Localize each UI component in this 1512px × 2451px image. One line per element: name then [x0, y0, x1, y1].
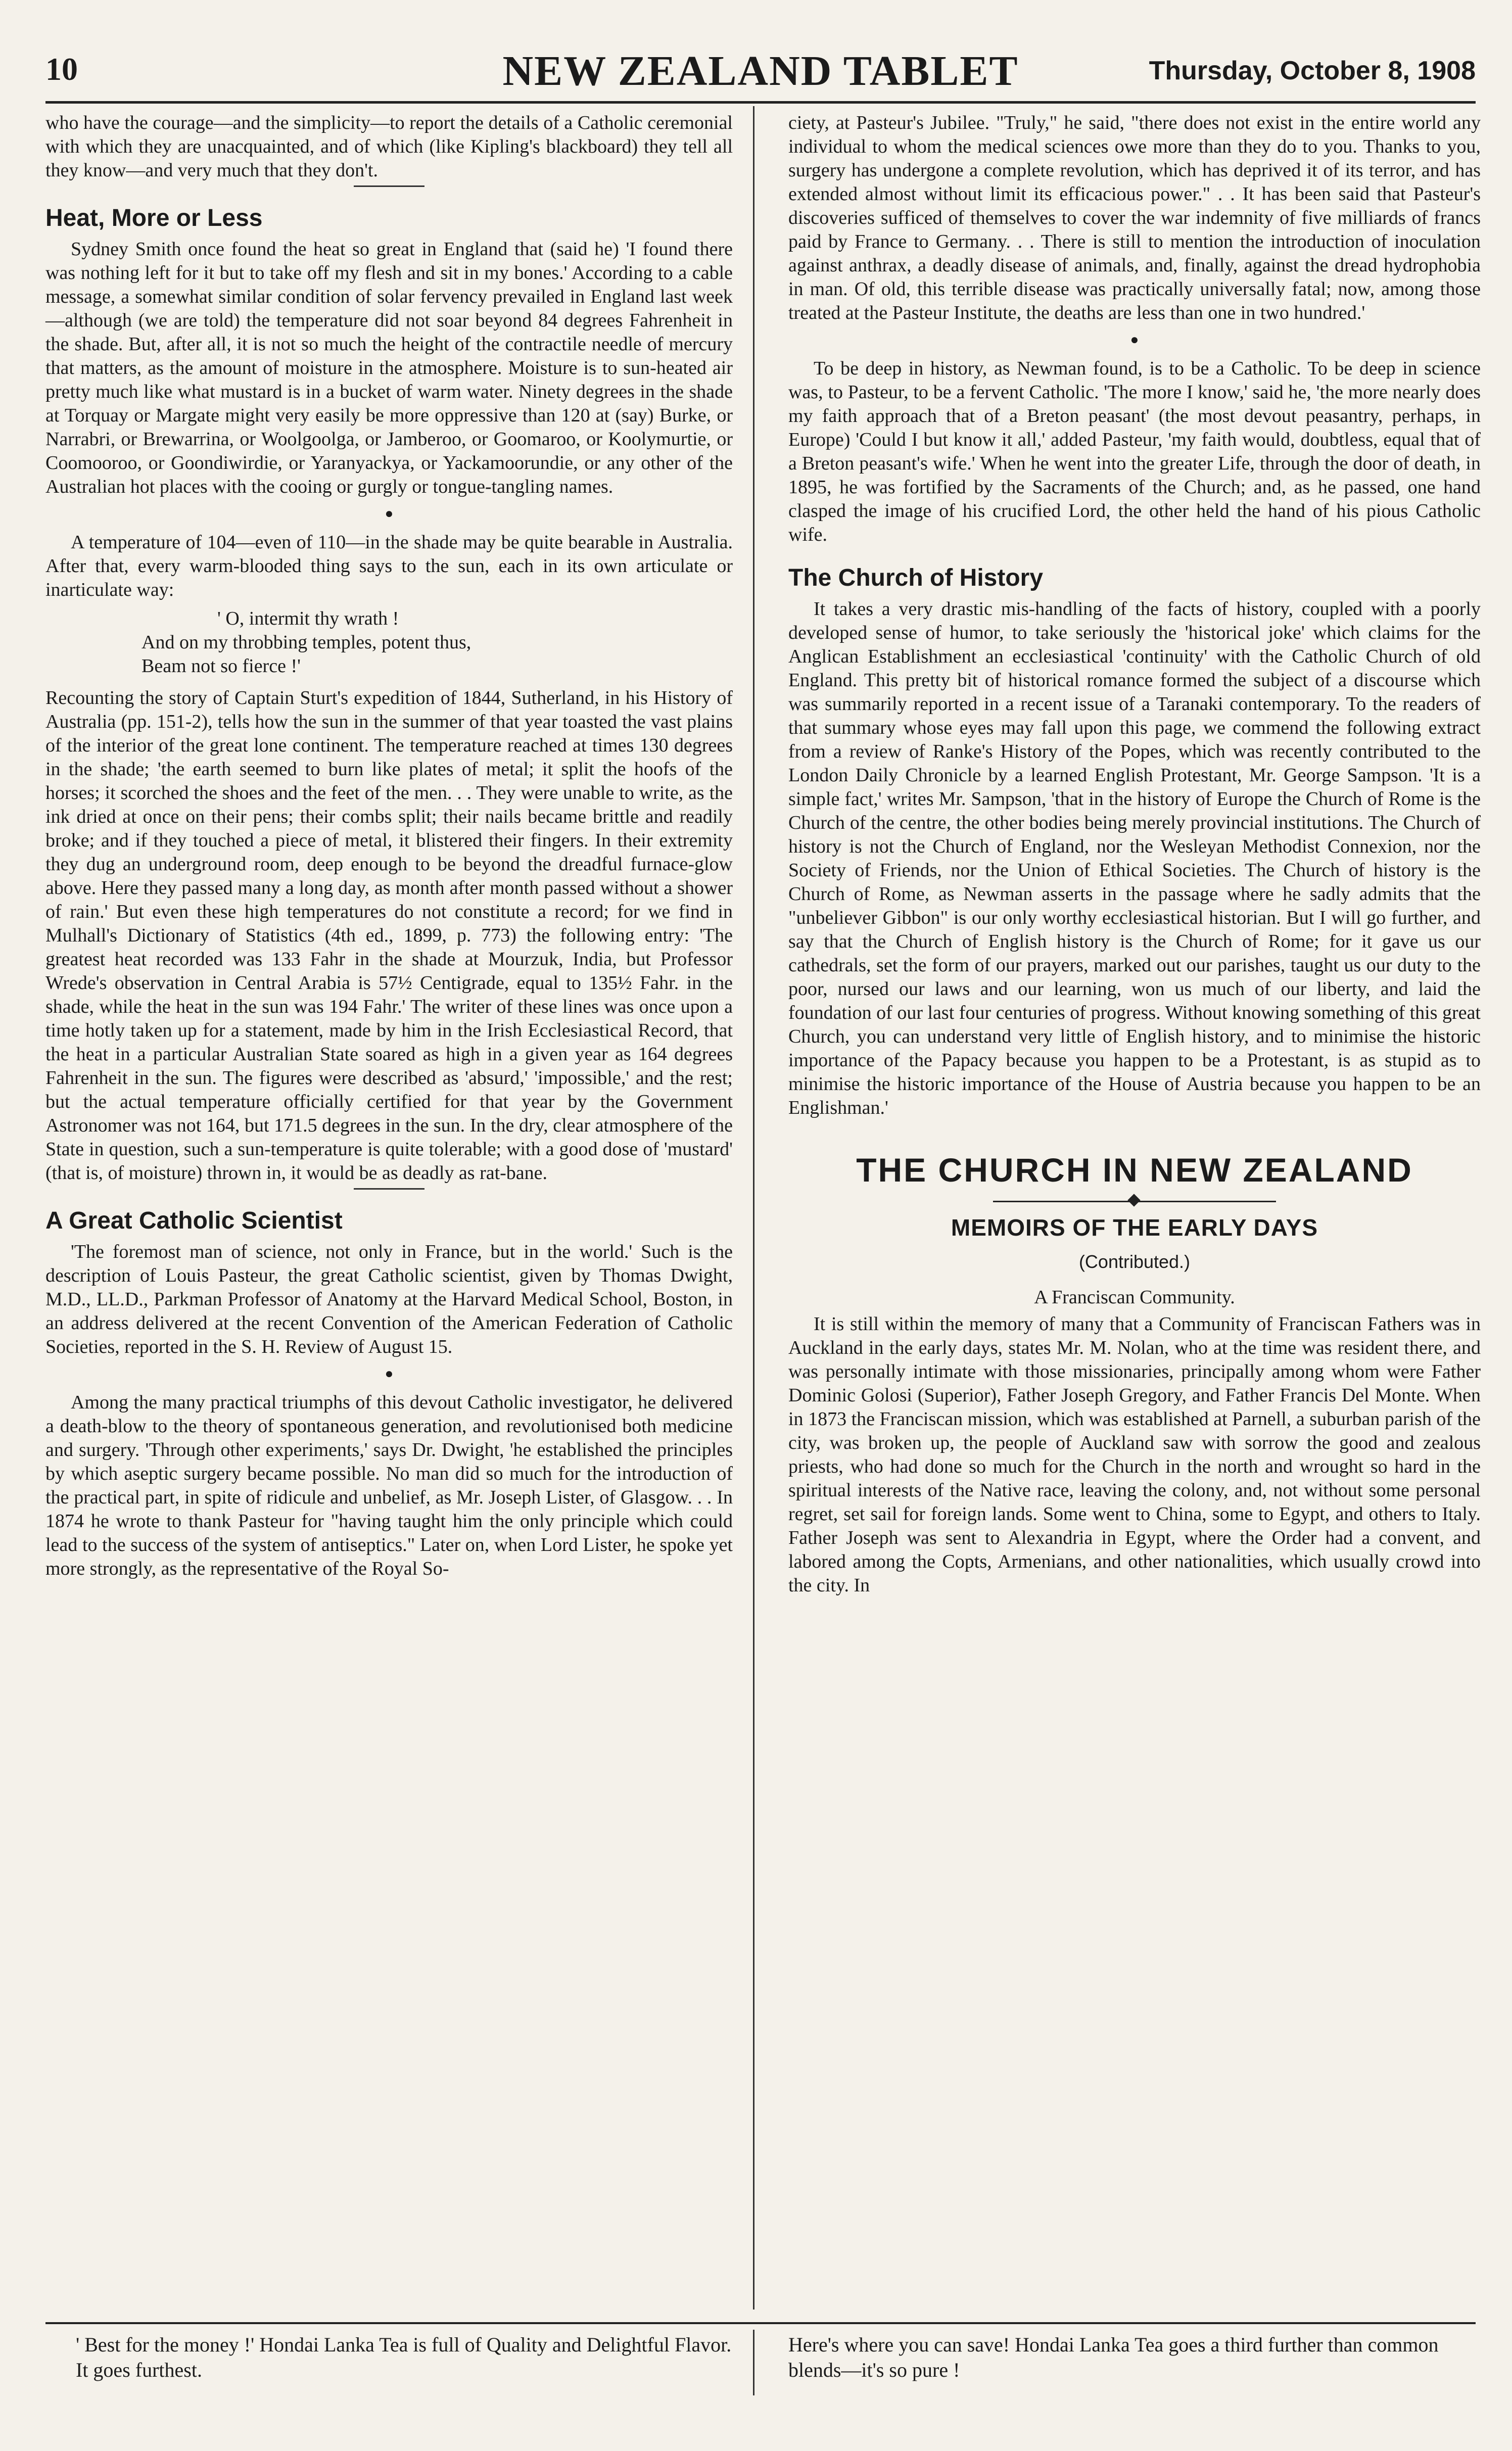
verse-quote	[45, 607, 733, 678]
footer-divider	[753, 2330, 754, 2395]
history-paragraph: It takes a very drastic mis-handling of the facts of history, coupled with a poorly developed sense of humor, to take seriously the 'historical joke' which claims for the Anglican Establishment an ecclesiastical 'continuity' with the Catholic Church of old England. This pretty bit of historical romance formed the subject of a discourse which was summarily reported in a recent issue of a Taranaki contemporary. To the readers of that summary whose eyes may fall upon this page, we commend the following extract from a review of Ranke's History of the Popes, which was recently contributed to the London Daily Chronicle by a learned English Protestant, Mr. George Sampson. 'It is a simple fact,' writes Mr. Sampson, 'that in the history of Europe the Church of Rome is the Church of the centre, the other bodies being merely provincial institutions. The Church of history is not the Church of England, nor the Wesleyan Methodist Connexion, nor the Society of Friends, nor the Union of Ethical Societies. The Church of history is the Church of Rome, as Newman asserts in the passage where he sadly admits that the "unbeliever Gibbon" is our only worthy ecclesiastical historian. But I will go further, and say that the Church of English history is the Church of Rome; for it gave us our cathedrals, set the form of our prayers, marked out our parishes, taught us our duty to the poor, nursed our laws and our learning, won us much of our liberty, and laid the foundation of our last four centuries of progress. Without knowing something of this great Church, you can understand very little of English history, and to minimise the historic importance of the Papacy because you happen to be a Protestant, is as stupid as to minimise the historic importance of the House of Austria because you happen to be an Englishman.'	[788, 598, 1481, 1118]
heat-paragraph-2: A temperature of 104—even of 110—in the shade may be quite bearable in Australia. After that, every warm-blooded thing says to the sun, each in its own articulate or inarticulate way:	[45, 532, 733, 600]
scientist-paragraph-2: Among the many practical triumphs of this devout Catholic investigator, he delivered a death-blow to the theory of spontaneous generation, and revolutionised both medicine and surgery. 'Through other experiments,' says Dr. Dwight, 'he established the principles by which aseptic surgery became possible. No man did so much for the introduction of the practical part, in spite of ridicule and unbelief, as Mr. Joseph Lister, of Glasgow. . . In 1874 he wrote to thank Pasteur for "having taught him the only principle which could lead to the success of the system of antiseptics." Later on, when Lord Lister, he spoke yet more strongly, as the representative of the Royal So-	[45, 1392, 733, 1579]
heading-heat: Heat, More or Less	[45, 205, 263, 231]
issue-date: Thursday, October 8, 1908	[1149, 56, 1476, 85]
heat-paragraph-3: Recounting the story of Captain Sturt's expedition of 1844, Sutherland, in his History of Australia (pp. 151-2), tells how the sun in the summer of that year toasted the vast plains of the interior of the great lone continent. The temperature reached at times 130 degrees in the shade; 'the earth seemed to burn like plates of metal; it split the hoofs of the horses; it scorched the shoes and the feet of the men. . . They were unable to write, as the ink dried at once on their pens; their combs split; their nails became brittle and readily broke; and if they touched a piece of metal, it blistered their fingers. In their extremity they dug an underground room, deep enough to be beyond the dreadful furnace-glow above. Here they passed many a long day, as month after month passed without a shower of rain.' But even these high temperatures do not constitute a record; for we find in Mulhall's Dictionary of Statistics (4th ed., 1899, p. 773) the following entry: 'The greatest heat recorded was 133 Fahr in the shade at Mourzuk, India, but Professor Wrede's observation in Central Arabia is 57½ Centigrade, equal to 135½ Fahr. in the shade, while the heat in the sun was 194 Fahr.' The writer of these lines was once upon a time hotly taken up for a statement, made by him in the Irish Ecclesiastical Record, that the heat in a particular Australian State soared as high in a given year as 164 degrees Fahrenheit in the sun. The figures were described as 'absurd,' 'impossible,' and the rest; but the actual temperature officially certified for that year by the Government Astronomer was not 164, but 171.5 degrees in the sun. In the dry, clear atmosphere of the State in question, such a sun-temperature is quite tolerable; with a good dose of 'mustard' (that is, of moisture) thrown in, it would be as deadly as rat-bane.	[45, 687, 733, 1184]
footer-ad-left: ' Best for the money !' Hondai Lanka Tea is full of Quality and Delightful Flavor. It goes furthest.	[76, 2333, 732, 2381]
heading-scientist: A Great Catholic Scientist	[45, 1207, 343, 1234]
star-separator: ●	[385, 1366, 394, 1382]
intro-paragraph: who have the courage—and the simplicity—to report the details of a Catholic ceremonial with which they are unacquainted, and of which (like Kipling's blackboard) they tell all they know—and very much that they don't.	[45, 112, 733, 181]
masthead-rule	[45, 101, 1476, 104]
pasteur-continuation: ciety, at Pasteur's Jubilee. "Truly," he said, "there does not exist in the entire world any individual to whom the medical sciences owe more than they do to you. Thanks to you, surgery has undergone a complete revolution, which has deprived it of its terror, and has extended almost without limit its efficacious power." . . It has been said that Pasteur's discoveries sufficed of themselves to cover the war indemnity of five milliards of francs paid by France to Germany. . . There is still to mention the introduction of inoculation against anthrax, a deadly disease of animals, and, finally, against the dread hydrophobia in man. Of old, this terrible disease was practically universally fatal; now, among those treated at the Pasteur Institute, the deaths are less than one in two hundred.'	[788, 112, 1481, 323]
heat-paragraph-1: Sydney Smith once found the heat so great in England that (said he) 'I found there was nothing left for it but to take off my flesh and sit in my bones.' According to a cable message, a somewhat similar condition of solar fervency prevailed in England last week—although (we are told) the temperature did not soar beyond 84 degrees Fahrenheit in the shade. But, after all, it is not so much the height of the contractile needle of mercury that matters, as the amount of moisture in the atmosphere. Moisture is to sun-heated air pretty much like what mustard is in a bucket of warm water. Ninety degrees in the shade at Torquay or Margate might very easily be more oppressive than 120 at (say) Burke, or Narrabri, or Brewarrina, or Woolgoolga, or Jamberoo, or Goomaroo, or Koolymurtie, or Coomooroo, or Goondiwirdie, or Yaranyackya, or Yackamoorundie, or any other of the Australian hot places with the cooing or gurgly or tongue-tangling names.	[45, 239, 733, 497]
page-number: 10	[45, 51, 78, 87]
section-separator	[354, 185, 424, 187]
franciscan-paragraph: It is still within the memory of many that a Community of Franciscan Fathers was in Auckland in the early days, states Mr. M. Nolan, who at the time was resident there, and was personally intimate with those missionaries, principally among whom were Father Dominic Golosi (Superior), Father Joseph Gregory, and Father Francis Del Monte. When in 1873 the Franciscan mission, which was established at Parnell, a suburban parish of the city, was broken up, the people of Auckland saw with sorrow the good and zealous priests, who had done so much for the Church in the north and wrought so hard in the spiritual interests of the Native race, leaving the colony, and, not without some personal regret, set sail for foreign lands. Some went to China, some to Egypt, and others to Italy. Father Joseph was sent to Alexandria in Egypt, where the Order had a convent, and labored among the Copts, Armenians, and other nationalities, which usually crowd into the city. In	[788, 1313, 1481, 1596]
star-separator: ●	[385, 506, 394, 522]
verse-line: ' O, intermit thy wrath !	[217, 608, 399, 629]
column-divider	[753, 106, 754, 2309]
left-column	[45, 111, 733, 1584]
diamond-rule	[993, 1194, 1276, 1209]
contributed-label: (Contributed.)	[1078, 1251, 1191, 1272]
star-separator: ●	[1130, 332, 1139, 348]
footer-rule	[45, 2322, 1476, 2324]
masthead	[45, 35, 1476, 96]
scientist-paragraph-1: 'The foremost man of science, not only in France, but in the world.' Such is the description of Louis Pasteur, the great Catholic scientist, given by Thomas Dwight, M.D., LL.D., Parkman Professor of Anatomy at the Harvard Medical School, Boston, in an address delivered at the recent Convention of the American Federation of Catholic Societies, reported in the S. H. Review of August 15.	[45, 1241, 733, 1357]
section-separator	[354, 1188, 424, 1190]
memoirs-subheading: MEMOIRS OF THE EARLY DAYS	[951, 1214, 1318, 1241]
church-nz-heading: THE CHURCH IN NEW ZEALAND	[856, 1151, 1413, 1189]
franciscan-title: A Franciscan Community.	[1034, 1287, 1235, 1308]
deep-paragraph: To be deep in history, as Newman found, is to be a Catholic. To be deep in science was, to Pasteur, to be a fervent Catholic. 'The more I know,' said he, 'the more nearly does my faith approach that of a Breton peasant' (the most devout peasantry, perhaps, in Europe) 'Could I but know it all,' added Pasteur, 'my faith would, doubtless, equal that of a Breton peasant's wife.' When he went into the greater Life, through the door of death, in 1895, he was fortified by the Sacraments of the Church; and, as he passed, one hand clasped the image of his crucified Lord, the other held the hand of his pious Catholic wife.	[788, 358, 1481, 545]
right-column	[788, 111, 1481, 1600]
verse-line: Beam not so fierce !'	[141, 655, 301, 677]
heading-history: The Church of History	[788, 564, 1044, 591]
footer-ad-right: Here's where you can save! Hondai Lanka Tea goes a third further than common blends—it's so pure !	[788, 2333, 1439, 2381]
newspaper-title: NEW ZEALAND TABLET	[502, 48, 1019, 95]
verse-line: And on my throbbing temples, potent thus,	[141, 632, 471, 653]
